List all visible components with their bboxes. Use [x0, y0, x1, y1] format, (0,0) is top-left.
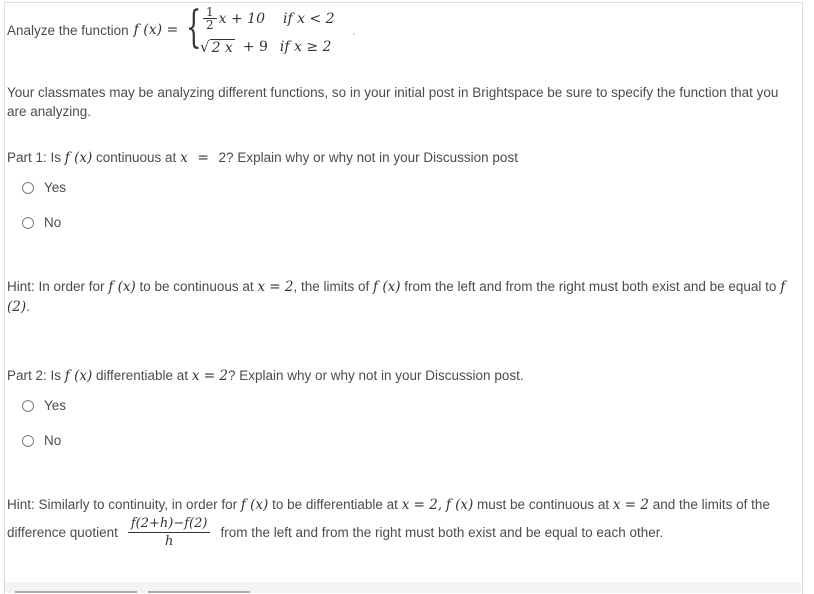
fraction-one-half: $\frac{1}{2}$ [203, 6, 217, 31]
hint-differentiability: Hint: Similarly to continuity, in order for f (x) to be differentiable at x = 2, f (x) must be continuous at x = 2 and the limits of the [7, 497, 770, 513]
radio-button[interactable] [22, 182, 34, 194]
intro-prefix: Analyze the function [7, 23, 129, 38]
piecewise-case-1: $\frac{1}{2}$ x + 10 if x < 2 [203, 6, 335, 31]
hint-differentiability-line2: difference quotient $\frac{f(2+h)-f(2)}{h}$ from the left and from the right must both exist and be equal to each other. [7, 516, 664, 549]
part2-option-yes[interactable]: Yes [22, 398, 66, 413]
piecewise-case-2: √ 2 x + 9 if x ≥ 2 [200, 38, 332, 56]
intro-line [7, 21, 178, 40]
sqrt-symbol-icon: √ [200, 38, 210, 56]
radio-button[interactable] [22, 435, 34, 447]
hint-continuity: Hint: In order for f (x) to be continuous at x = 2, the limits of f (x) from the left and from the right must both exist and be equal to f (2). [7, 279, 786, 315]
part1-option-no[interactable]: No [22, 215, 61, 230]
part1-option-yes[interactable]: Yes [22, 180, 66, 195]
instructions-note: Your classmates may be analyzing different functions, so in your initial post in Brightspace be sure to specify the function that you are analyzing. [7, 85, 779, 119]
radio-button[interactable] [22, 400, 34, 412]
part1-question: Part 1: Is f (x) continuous at x = 2? Explain why or why not in your Discussion post [7, 150, 518, 166]
part2-option-no[interactable]: No [22, 433, 61, 448]
difference-quotient: $\frac{f(2+h)-f(2)}{h}$ [128, 515, 211, 550]
function-lhs: f (x) = [133, 22, 179, 38]
piecewise-brace: { [186, 2, 202, 53]
trailing-period: . [352, 24, 356, 38]
radio-button[interactable] [22, 217, 34, 229]
part2-question: Part 2: Is f (x) differentiable at x = 2? Explain why or why not in your Discussion post. [7, 368, 524, 384]
